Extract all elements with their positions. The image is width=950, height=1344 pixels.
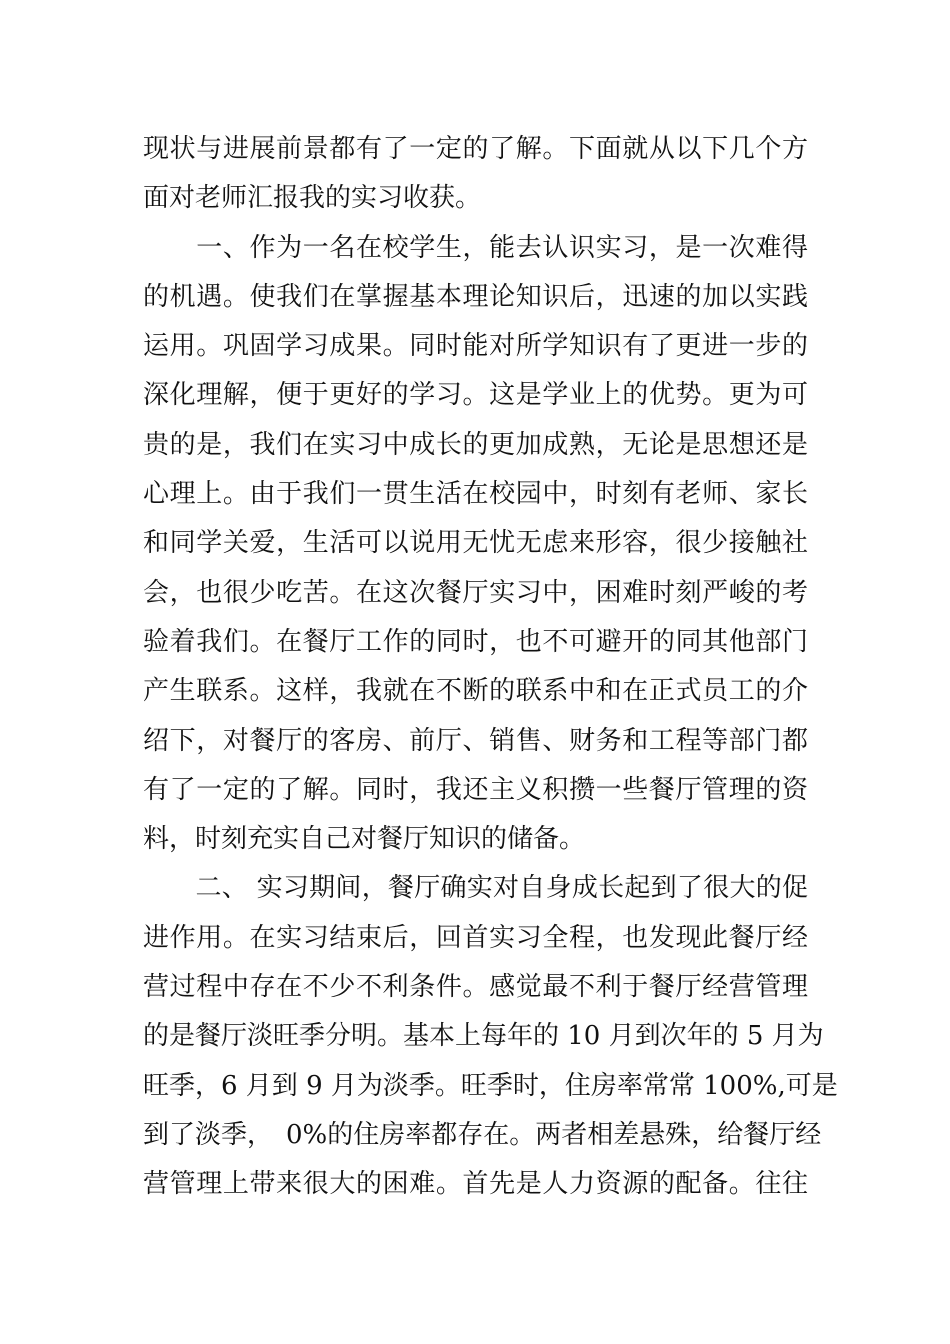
text-line: 旺季，6 月到 9 月为淡季。旺季时，住房率常常 100%,可是 [143, 1070, 838, 1101]
text-line: 运用。巩固学习成果。同时能对所学知识有了更进一步的 [143, 331, 808, 362]
text-line: 的是餐厅淡旺季分明。基本上每年的 10 月到次年的 5 月为 [143, 1021, 824, 1052]
text-line: 到了淡季， 0%的住房率都存在。两者相差悬殊，给餐厅经 [143, 1119, 822, 1150]
text-line: 料，时刻充实自己对餐厅知识的储备。 [143, 824, 586, 855]
text-line: 绍下，对餐厅的客房、前厅、销售、财务和工程等部门都 [143, 725, 808, 756]
text-line: 心理上。由于我们一贯生活在校园中，时刻有老师、家长 [143, 479, 808, 510]
text-line: 营过程中存在不少不利条件。感觉最不利于餐厅经营管理 [143, 972, 808, 1003]
text-line: 有了一定的了解。同时，我还主义积攒一些餐厅管理的资 [143, 774, 808, 805]
text-line: 验着我们。在餐厅工作的同时，也不可避开的同其他部门 [143, 626, 808, 657]
text-line: 深化理解，便于更好的学习。这是学业上的优势。更为可 [143, 380, 808, 411]
text-line: 营管理上带来很大的困难。首先是人力资源的配备。往往 [143, 1169, 808, 1200]
text-line: 的机遇。使我们在掌握基本理论知识后，迅速的加以实践 [143, 281, 808, 312]
text-line: 会，也很少吃苦。在这次餐厅实习中，困难时刻严峻的考 [143, 577, 808, 608]
body-text [143, 125, 838, 1210]
text-line: 贵的是，我们在实习中成长的更加成熟，无论是思想还是 [143, 429, 808, 460]
text-line: 一、作为一名在校学生，能去认识实习，是一次难得 [143, 232, 808, 263]
text-line: 产生联系。这样，我就在不断的联系中和在正式员工的介 [143, 676, 808, 707]
text-line: 二、 实习期间，餐厅确实对自身成长起到了很大的促 [143, 873, 808, 904]
text-line: 进作用。在实习结束后，回首实习全程，也发现此餐厅经 [143, 922, 808, 953]
text-line: 和同学关爱，生活可以说用无忧无虑来形容，很少接触社 [143, 528, 808, 559]
text-line: 面对老师汇报我的实习收获。 [143, 183, 482, 214]
text-line: 现状与进展前景都有了一定的了解。下面就从以下几个方 [143, 134, 808, 164]
